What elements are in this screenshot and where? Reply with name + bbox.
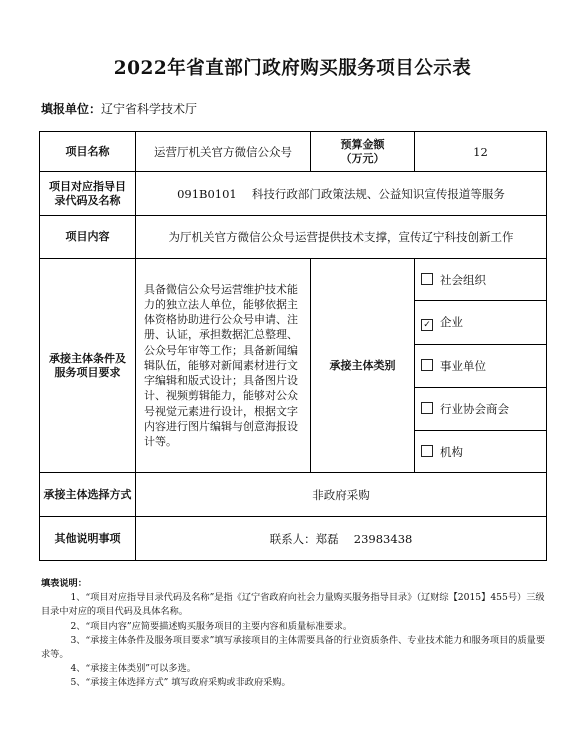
project-name-value: 运营厅机关官方微信公众号 [136, 132, 311, 172]
category-option-label: 事业单位 [440, 359, 486, 373]
catalog-code-label-line1: 项目对应指导目 [49, 179, 126, 193]
requirements-label-line2: 服务项目要求 [54, 365, 121, 379]
project-content-label: 项目内容 [40, 216, 136, 259]
project-name-label: 项目名称 [40, 132, 136, 172]
category-option-association [415, 388, 547, 431]
catalog-code-label [40, 172, 136, 216]
page-title: 2022年省直部门政府购买服务项目公示表 [113, 58, 472, 79]
other-notes-label: 其他说明事项 [40, 517, 136, 561]
reporting-unit [41, 100, 197, 117]
form-instructions [41, 577, 549, 691]
row-catalog-code [40, 172, 547, 216]
checkbox-icon [421, 445, 433, 457]
checkbox-icon [421, 273, 433, 285]
reporting-unit-value: 辽宁省科学技术厅 [101, 102, 198, 116]
budget-label [311, 132, 415, 172]
row-project-name [40, 132, 547, 172]
row-other-notes [40, 517, 547, 561]
checkbox-icon [421, 359, 433, 371]
row-selection-method [40, 473, 547, 517]
project-content-value: 为厅机关官方微信公众号运营提供技术支撑，宣传辽宁科技创新工作 [136, 216, 547, 259]
budget-label-line1: 预算金额 [340, 137, 385, 151]
budget-value: 12 [415, 132, 547, 172]
checked-checkbox-icon: ✓ [421, 319, 433, 331]
reporting-unit-label: 填报单位： [41, 102, 102, 116]
instruction-item: 3、“承接主体条件及服务项目要求”填写承接项目的主体需要具备的行业资质条件、专业技术能力和服务项目的质量要求等。 [41, 634, 546, 661]
category-option-label: 企业 [440, 315, 463, 329]
other-notes-value: 联系人：郑磊 23983438 [136, 517, 547, 561]
instruction-item: 4、“承接主体类别”可以多选。 [70, 663, 196, 675]
selection-method-value: 非政府采购 [136, 473, 547, 517]
selection-method-label: 承接主体选择方式 [40, 473, 136, 517]
project-table [39, 131, 547, 561]
requirements-label [40, 259, 136, 473]
instructions-heading: 填表说明： [41, 578, 87, 589]
category-option-public-institution [415, 345, 547, 388]
category-option-label: 行业协会商会 [440, 402, 509, 416]
category-label: 承接主体类别 [311, 259, 415, 473]
category-option-label: 社会组织 [440, 272, 486, 287]
instruction-item: 5、“承接主体选择方式” 填写政府采购或非政府采购。 [70, 677, 291, 689]
instruction-item: 2、“项目内容”应简要描述购买服务项目的主要内容和质量标准要求。 [70, 620, 353, 632]
category-option-label: 机构 [440, 444, 463, 459]
category-option-agency [415, 431, 547, 473]
catalog-code-value: 091B0101 科技行政部门政策法规、公益知识宣传报道等服务 [136, 172, 547, 216]
instruction-item: 1、“项目对应指导目录代码及名称”是指《辽宁省政府向社会力量购买服务指导目录》（辽财综【2015】455号）三级目录中对应的项目代码及具体名称。 [41, 592, 545, 618]
requirements-value: 具备微信公众号运营维护技术能力的独立法人单位，能够依据主体资格协助进行公众号申请、注册、认证，承担数据汇总整理、公众号年审等工作；具备新闻编辑队伍，能够对新闻素材进行文字编辑和版式设计；具备图片设计、视频剪辑能力，能够对公众号视觉元素进行设计，根据文字内容进行图片编辑与创意海报设计等。 [136, 259, 311, 473]
category-option-enterprise [415, 301, 547, 345]
requirements-label-line1: 承接主体条件及 [49, 351, 126, 365]
row-project-content [40, 216, 547, 259]
row-requirements [40, 259, 547, 301]
catalog-code-label-line2: 录代码及名称 [54, 193, 121, 207]
checkbox-icon [421, 402, 433, 414]
category-option-social-org [415, 259, 547, 301]
budget-label-line2: （万元） [340, 151, 385, 165]
